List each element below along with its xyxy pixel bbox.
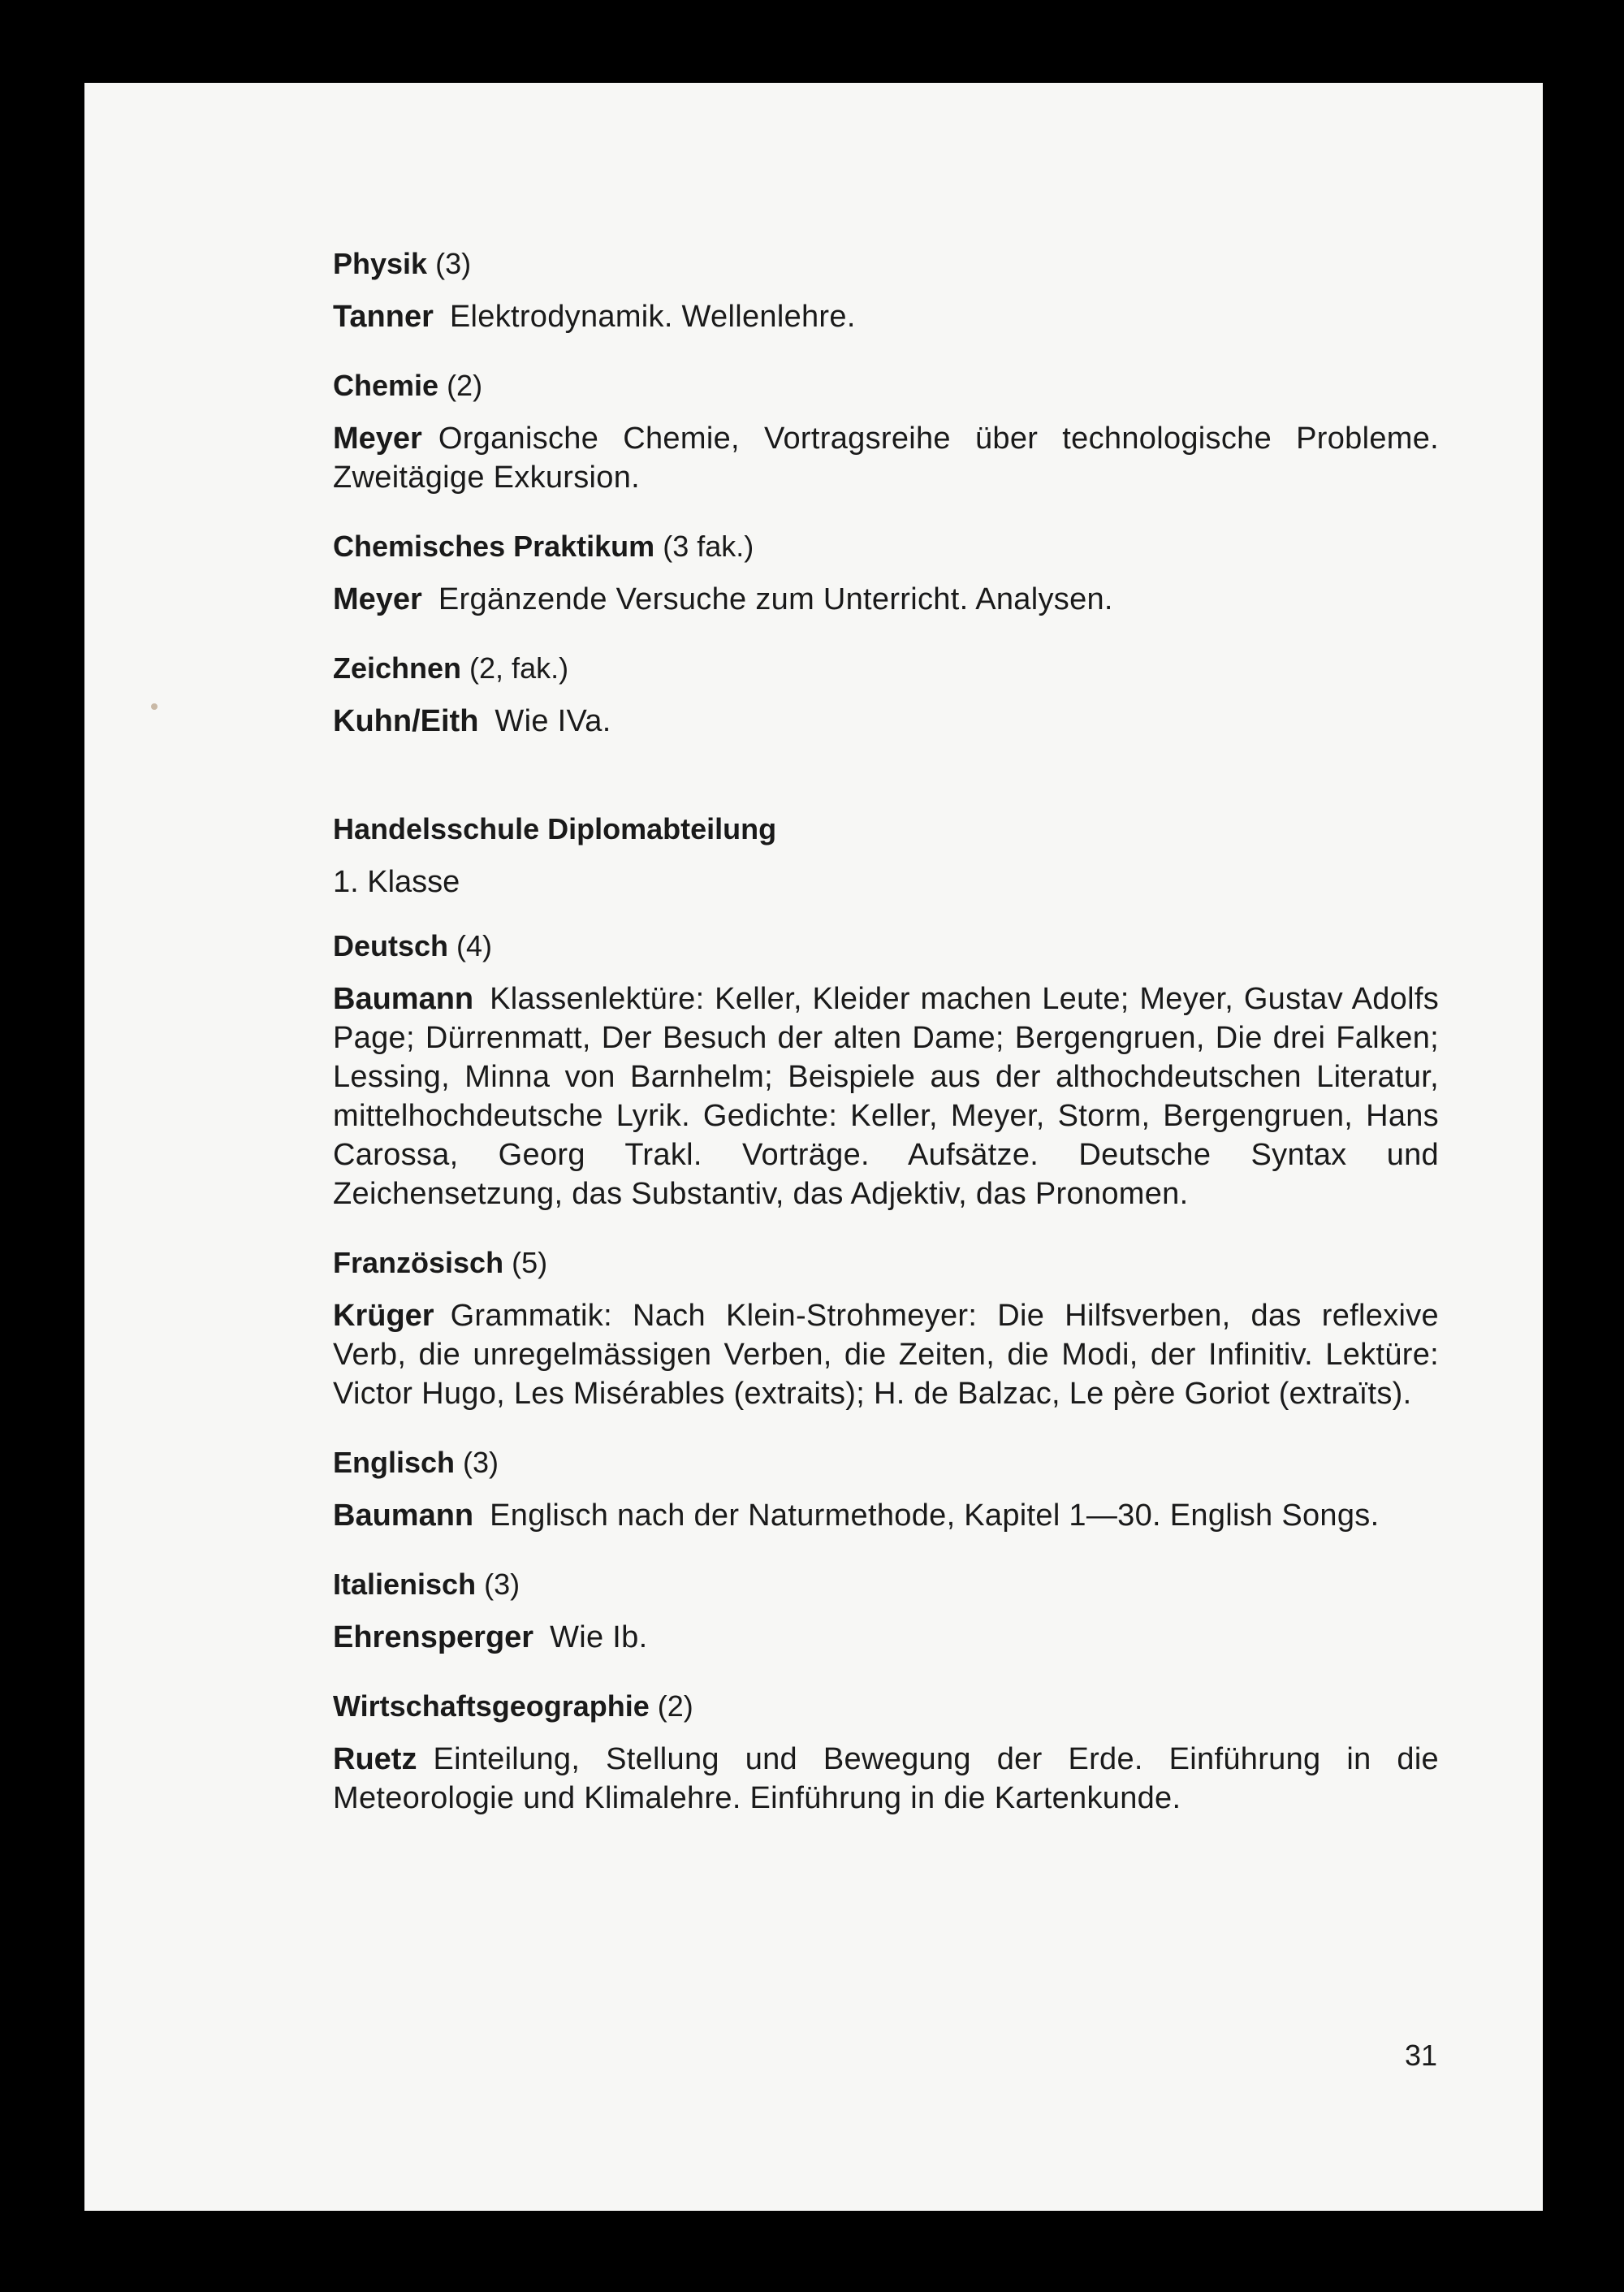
teacher-name: Meyer <box>333 582 422 616</box>
subject-hours: (5) <box>512 1246 548 1279</box>
subject-hours: (2) <box>447 369 483 402</box>
subject-heading-italienisch <box>333 1566 1439 1603</box>
subject-hours: (2, fak.) <box>469 651 569 685</box>
class-label: 1. Klasse <box>333 865 460 899</box>
teacher-name: Meyer <box>333 422 422 456</box>
subject-name: Englisch <box>333 1446 456 1479</box>
course-entry-chemisches-praktikum <box>333 580 1439 619</box>
subject-hours: (4) <box>456 929 493 962</box>
course-entry-englisch <box>333 1496 1439 1535</box>
course-entry-franzoesisch <box>333 1296 1439 1413</box>
teacher-name: Ehrensperger <box>333 1620 534 1654</box>
subject-heading-deutsch <box>333 928 1439 965</box>
subject-heading-chemisches-praktikum <box>333 528 1439 565</box>
teacher-name: Baumann <box>333 982 474 1016</box>
course-entry-wirtschaftsgeographie <box>333 1740 1439 1818</box>
subject-hours: (3) <box>463 1446 499 1479</box>
teacher-name: Tanner <box>333 300 434 334</box>
subject-name: Wirtschaftsgeographie <box>333 1689 650 1723</box>
document-page <box>84 83 1543 2211</box>
course-entry-italienisch <box>333 1618 1439 1657</box>
subject-name: Chemisches Praktikum <box>333 530 655 563</box>
teacher-name: Krüger <box>333 1299 434 1333</box>
subject-heading-englisch <box>333 1444 1439 1481</box>
course-entry-zeichnen <box>333 702 1439 741</box>
subject-name: Deutsch <box>333 929 449 962</box>
teacher-name: Kuhn/Eith <box>333 704 479 738</box>
page-content <box>333 245 1439 1818</box>
subject-name: Zeichnen <box>333 651 462 685</box>
subject-heading-franzoesisch <box>333 1244 1439 1282</box>
subject-hours: (2) <box>657 1689 693 1723</box>
course-description: Wie IVa. <box>495 704 611 738</box>
subject-heading-chemie <box>333 367 1439 404</box>
teacher-name: Ruetz <box>333 1742 417 1776</box>
course-description: Wie Ib. <box>550 1620 648 1654</box>
course-description: Elektrodynamik. Wellenlehre. <box>449 300 856 334</box>
subject-hours: (3) <box>435 247 472 280</box>
course-description: Klassenlektüre: Keller, Kleider machen Leute; Meyer, Gustav Adolfs Page; Dürrenmatt, Der Besuch der alten Dame; Bergengruen, Die drei Falken; Lessing, Minna von Barnhelm; Beispiele aus der althochdeutschen Literatur, mittelhochdeutsche Lyrik. Gedichte: Keller, Meyer, Storm, Bergengruen, Hans Carossa, Georg Trakl. Vorträge. Aufsätze. Deutsche Syntax und Zeichensetzung, das Substantiv, das Adjektiv, das Pronomen. <box>333 982 1439 1211</box>
course-description: Ergänzende Versuche zum Unterricht. Analysen. <box>438 582 1113 616</box>
subject-hours: (3) <box>484 1568 520 1601</box>
subject-heading-physik <box>333 245 1439 283</box>
course-description: Einteilung, Stellung und Bewegung der Erde. Einführung in die Meteorologie und Klimalehre. Einführung in die Kartenkunde. <box>333 1742 1439 1815</box>
teacher-name: Baumann <box>333 1498 474 1533</box>
subject-hours: (3 fak.) <box>663 530 754 563</box>
course-description: Englisch nach der Naturmethode, Kapitel 1—30. English Songs. <box>490 1498 1380 1533</box>
subject-name: Italienisch <box>333 1568 477 1601</box>
course-description: Organische Chemie, Vortragsreihe über technologische Probleme. Zweitägige Exkursion. <box>333 422 1439 495</box>
course-entry-chemie <box>333 419 1439 497</box>
section-title: Handelsschule Diplomabteilung <box>333 812 777 845</box>
subject-heading-zeichnen <box>333 650 1439 687</box>
course-description: Grammatik: Nach Klein-Strohmeyer: Die Hilfsverben, das reflexive Verb, die unregelmässigen Verben, die Zeiten, die Modi, der Infinitiv. Lektüre: Victor Hugo, Les Misérables (extraits); H. de Balzac, Le père Goriot (extraïts). <box>333 1299 1439 1411</box>
subject-heading-wirtschaftsgeographie <box>333 1688 1439 1725</box>
subject-name: Chemie <box>333 369 439 402</box>
subject-name: Französisch <box>333 1246 504 1279</box>
subject-name: Physik <box>333 247 428 280</box>
scan-speck <box>151 703 158 710</box>
course-entry-physik <box>333 297 1439 336</box>
course-entry-deutsch <box>333 980 1439 1213</box>
page-number: 31 <box>1404 2039 1437 2072</box>
